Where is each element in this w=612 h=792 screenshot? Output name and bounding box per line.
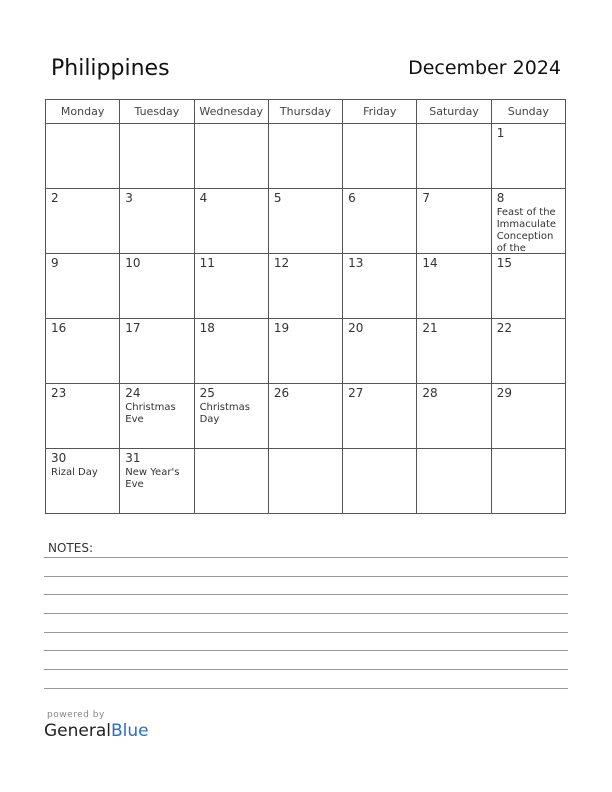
day-cell-content [120, 319, 193, 383]
weekday-header: Saturday [417, 100, 491, 124]
day-cell-content [269, 254, 342, 318]
day-cell-content [120, 189, 193, 253]
day-number: 19 [273, 321, 290, 335]
day-cell-content [120, 384, 193, 448]
day-cell [417, 319, 491, 384]
day-cell [268, 319, 342, 384]
day-cell [491, 319, 565, 384]
weekday-header: Friday [343, 100, 417, 124]
day-cell-content [417, 319, 490, 383]
day-cell-content [269, 124, 342, 188]
day-cell-content [269, 189, 342, 253]
day-number: 24 [125, 386, 141, 400]
day-number: 11 [199, 256, 215, 270]
day-number: 21 [422, 321, 438, 335]
day-cell-content [269, 384, 342, 448]
week-row [46, 189, 566, 254]
day-cell-content [46, 124, 119, 188]
day-cell [194, 124, 268, 189]
day-number: 12 [273, 256, 290, 270]
day-cell-content [195, 449, 268, 513]
day-number: 1 [496, 126, 505, 140]
day-cell [491, 189, 565, 254]
day-cell-content [417, 449, 490, 513]
day-cell [417, 384, 491, 449]
day-number: 6 [348, 191, 356, 205]
day-cell-content [269, 449, 342, 513]
day-number: 15 [496, 256, 512, 270]
day-number: 3 [125, 191, 133, 205]
day-cell [268, 449, 342, 514]
day-cell-content [195, 319, 268, 383]
day-cell [46, 384, 120, 449]
day-cell-content [343, 384, 416, 448]
day-cell-content [46, 319, 119, 383]
day-number: 10 [125, 256, 141, 270]
day-cell-content [46, 189, 119, 253]
note-line [44, 650, 568, 651]
day-cell [417, 124, 491, 189]
day-cell-content [46, 449, 119, 513]
day-cell [194, 384, 268, 449]
day-cell-content [195, 254, 268, 318]
day-cell [268, 124, 342, 189]
day-cell [46, 319, 120, 384]
weekday-header: Monday [46, 100, 120, 124]
day-cell [491, 124, 565, 189]
day-cell-content [195, 189, 268, 253]
week-row [46, 384, 566, 449]
day-cell [194, 189, 268, 254]
day-cell-content [417, 189, 490, 253]
day-cell-content [343, 124, 416, 188]
week-row [46, 319, 566, 384]
day-cell [491, 449, 565, 514]
note-line [44, 613, 568, 614]
generalblue-logo[interactable] [44, 721, 149, 741]
day-cell [120, 254, 194, 319]
day-number: 9 [51, 256, 59, 270]
day-cell-content [492, 124, 565, 188]
weekday-header: Sunday [491, 100, 565, 124]
day-cell-content [492, 189, 565, 253]
day-cell-content [343, 254, 416, 318]
note-line [44, 557, 568, 558]
day-number: 22 [496, 321, 512, 335]
note-line [44, 669, 568, 670]
day-cell-content [343, 319, 416, 383]
weekday-header-row [46, 100, 566, 124]
weekday-header: Thursday [268, 100, 342, 124]
note-line [44, 594, 568, 595]
day-number: 25 [199, 386, 215, 400]
day-number: 17 [125, 321, 141, 335]
day-cell [120, 189, 194, 254]
day-number: 16 [51, 321, 67, 335]
day-cell-content [46, 254, 119, 318]
day-cell [194, 319, 268, 384]
holiday-label: Feast of the Immaculate Conception of the [496, 207, 557, 253]
day-cell [120, 384, 194, 449]
day-number: 14 [422, 256, 438, 270]
notes-label: NOTES: [48, 541, 93, 555]
day-cell-content [417, 254, 490, 318]
day-cell [120, 449, 194, 514]
day-cell [194, 449, 268, 514]
day-cell [491, 384, 565, 449]
day-cell [46, 254, 120, 319]
day-number: 5 [273, 191, 282, 205]
day-cell [343, 384, 417, 449]
weekday-header: Tuesday [120, 100, 194, 124]
week-row [46, 449, 566, 514]
day-number: 20 [348, 321, 364, 335]
weekday-header: Wednesday [194, 100, 268, 124]
day-number: 7 [422, 191, 431, 205]
day-cell-content [120, 449, 193, 513]
note-line [44, 632, 568, 633]
month-title: December 2024 [408, 57, 561, 79]
day-cell [268, 189, 342, 254]
day-cell-content [46, 384, 119, 448]
day-number: 31 [125, 451, 141, 465]
day-number: 23 [51, 386, 67, 400]
day-cell-content [417, 124, 490, 188]
day-cell [268, 254, 342, 319]
day-cell [343, 189, 417, 254]
note-line [44, 576, 568, 577]
day-cell [46, 189, 120, 254]
day-cell-content [417, 384, 490, 448]
day-cell [343, 124, 417, 189]
day-cell-content [492, 319, 565, 383]
day-number: 29 [496, 386, 512, 400]
day-cell [417, 189, 491, 254]
day-cell [343, 254, 417, 319]
note-line [44, 688, 568, 689]
day-cell-content [343, 189, 416, 253]
holiday-label: Christmas Eve [125, 402, 176, 425]
day-number: 13 [348, 256, 364, 270]
day-cell-content [343, 449, 416, 513]
brand-general: General [44, 721, 111, 741]
day-cell [268, 384, 342, 449]
day-cell [343, 319, 417, 384]
day-number: 4 [199, 191, 208, 205]
week-row [46, 254, 566, 319]
day-cell-content [492, 449, 565, 513]
day-cell [46, 449, 120, 514]
day-cell [417, 449, 491, 514]
day-cell [417, 254, 491, 319]
day-cell [343, 449, 417, 514]
day-cell [120, 319, 194, 384]
day-cell-content [492, 254, 565, 318]
day-cell [120, 124, 194, 189]
day-number: 30 [51, 451, 67, 465]
day-cell-content [120, 124, 193, 188]
day-number: 18 [199, 321, 215, 335]
day-cell [491, 254, 565, 319]
day-cell-content [492, 384, 565, 448]
country-title: Philippines [51, 56, 170, 81]
holiday-label: Christmas Day [199, 402, 250, 425]
week-row [46, 124, 566, 189]
day-number: 26 [273, 386, 290, 400]
powered-by-text: powered by [47, 710, 105, 720]
day-number: 2 [51, 191, 59, 205]
day-cell [194, 254, 268, 319]
day-cell [46, 124, 120, 189]
day-number: 27 [348, 386, 364, 400]
holiday-label: Rizal Day [51, 467, 98, 478]
calendar-grid [45, 99, 566, 514]
day-cell-content [120, 254, 193, 318]
day-number: 28 [422, 386, 438, 400]
day-number: 8 [496, 191, 505, 205]
brand-blue: Blue [111, 721, 149, 741]
day-cell-content [269, 319, 342, 383]
holiday-label: New Year's Eve [125, 467, 180, 490]
day-cell-content [195, 124, 268, 188]
day-cell-content [195, 384, 268, 448]
